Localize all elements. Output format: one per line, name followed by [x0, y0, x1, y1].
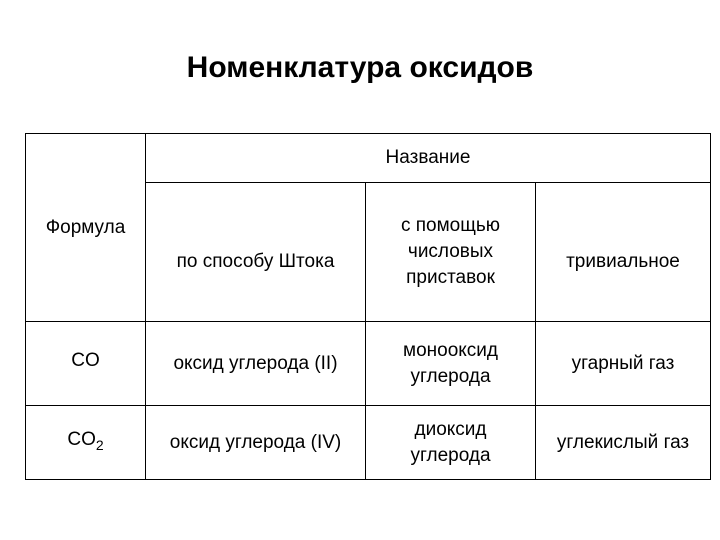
prefix-name-cell: диоксид углерода [366, 406, 536, 480]
page-title: Номенклатура оксидов [186, 51, 534, 84]
formula-cell [26, 406, 146, 480]
table-row [26, 406, 711, 480]
name-group-header: Название [146, 134, 711, 183]
formula-base: CO [71, 350, 100, 371]
formula-base: CO [67, 429, 96, 450]
prefix-name-cell: монооксид углерода [366, 322, 536, 406]
stock-column-header: по способу Штока [146, 183, 366, 322]
stock-name-cell: оксид углерода (II) [146, 322, 366, 406]
formula-column-header: Формула [26, 134, 146, 322]
trivial-name-cell: углекислый газ [536, 406, 711, 480]
table-header-row [26, 134, 711, 183]
trivial-name-cell: угарный газ [536, 322, 711, 406]
nomenclature-table [25, 133, 711, 480]
prefix-column-header: с помощью числовых приставок [366, 183, 536, 322]
table-row [26, 322, 711, 406]
stock-name-cell: оксид углерода (IV) [146, 406, 366, 480]
trivial-column-header: тривиальное [536, 183, 711, 322]
formula-cell [26, 322, 146, 406]
formula-subscript: 2 [95, 437, 104, 453]
